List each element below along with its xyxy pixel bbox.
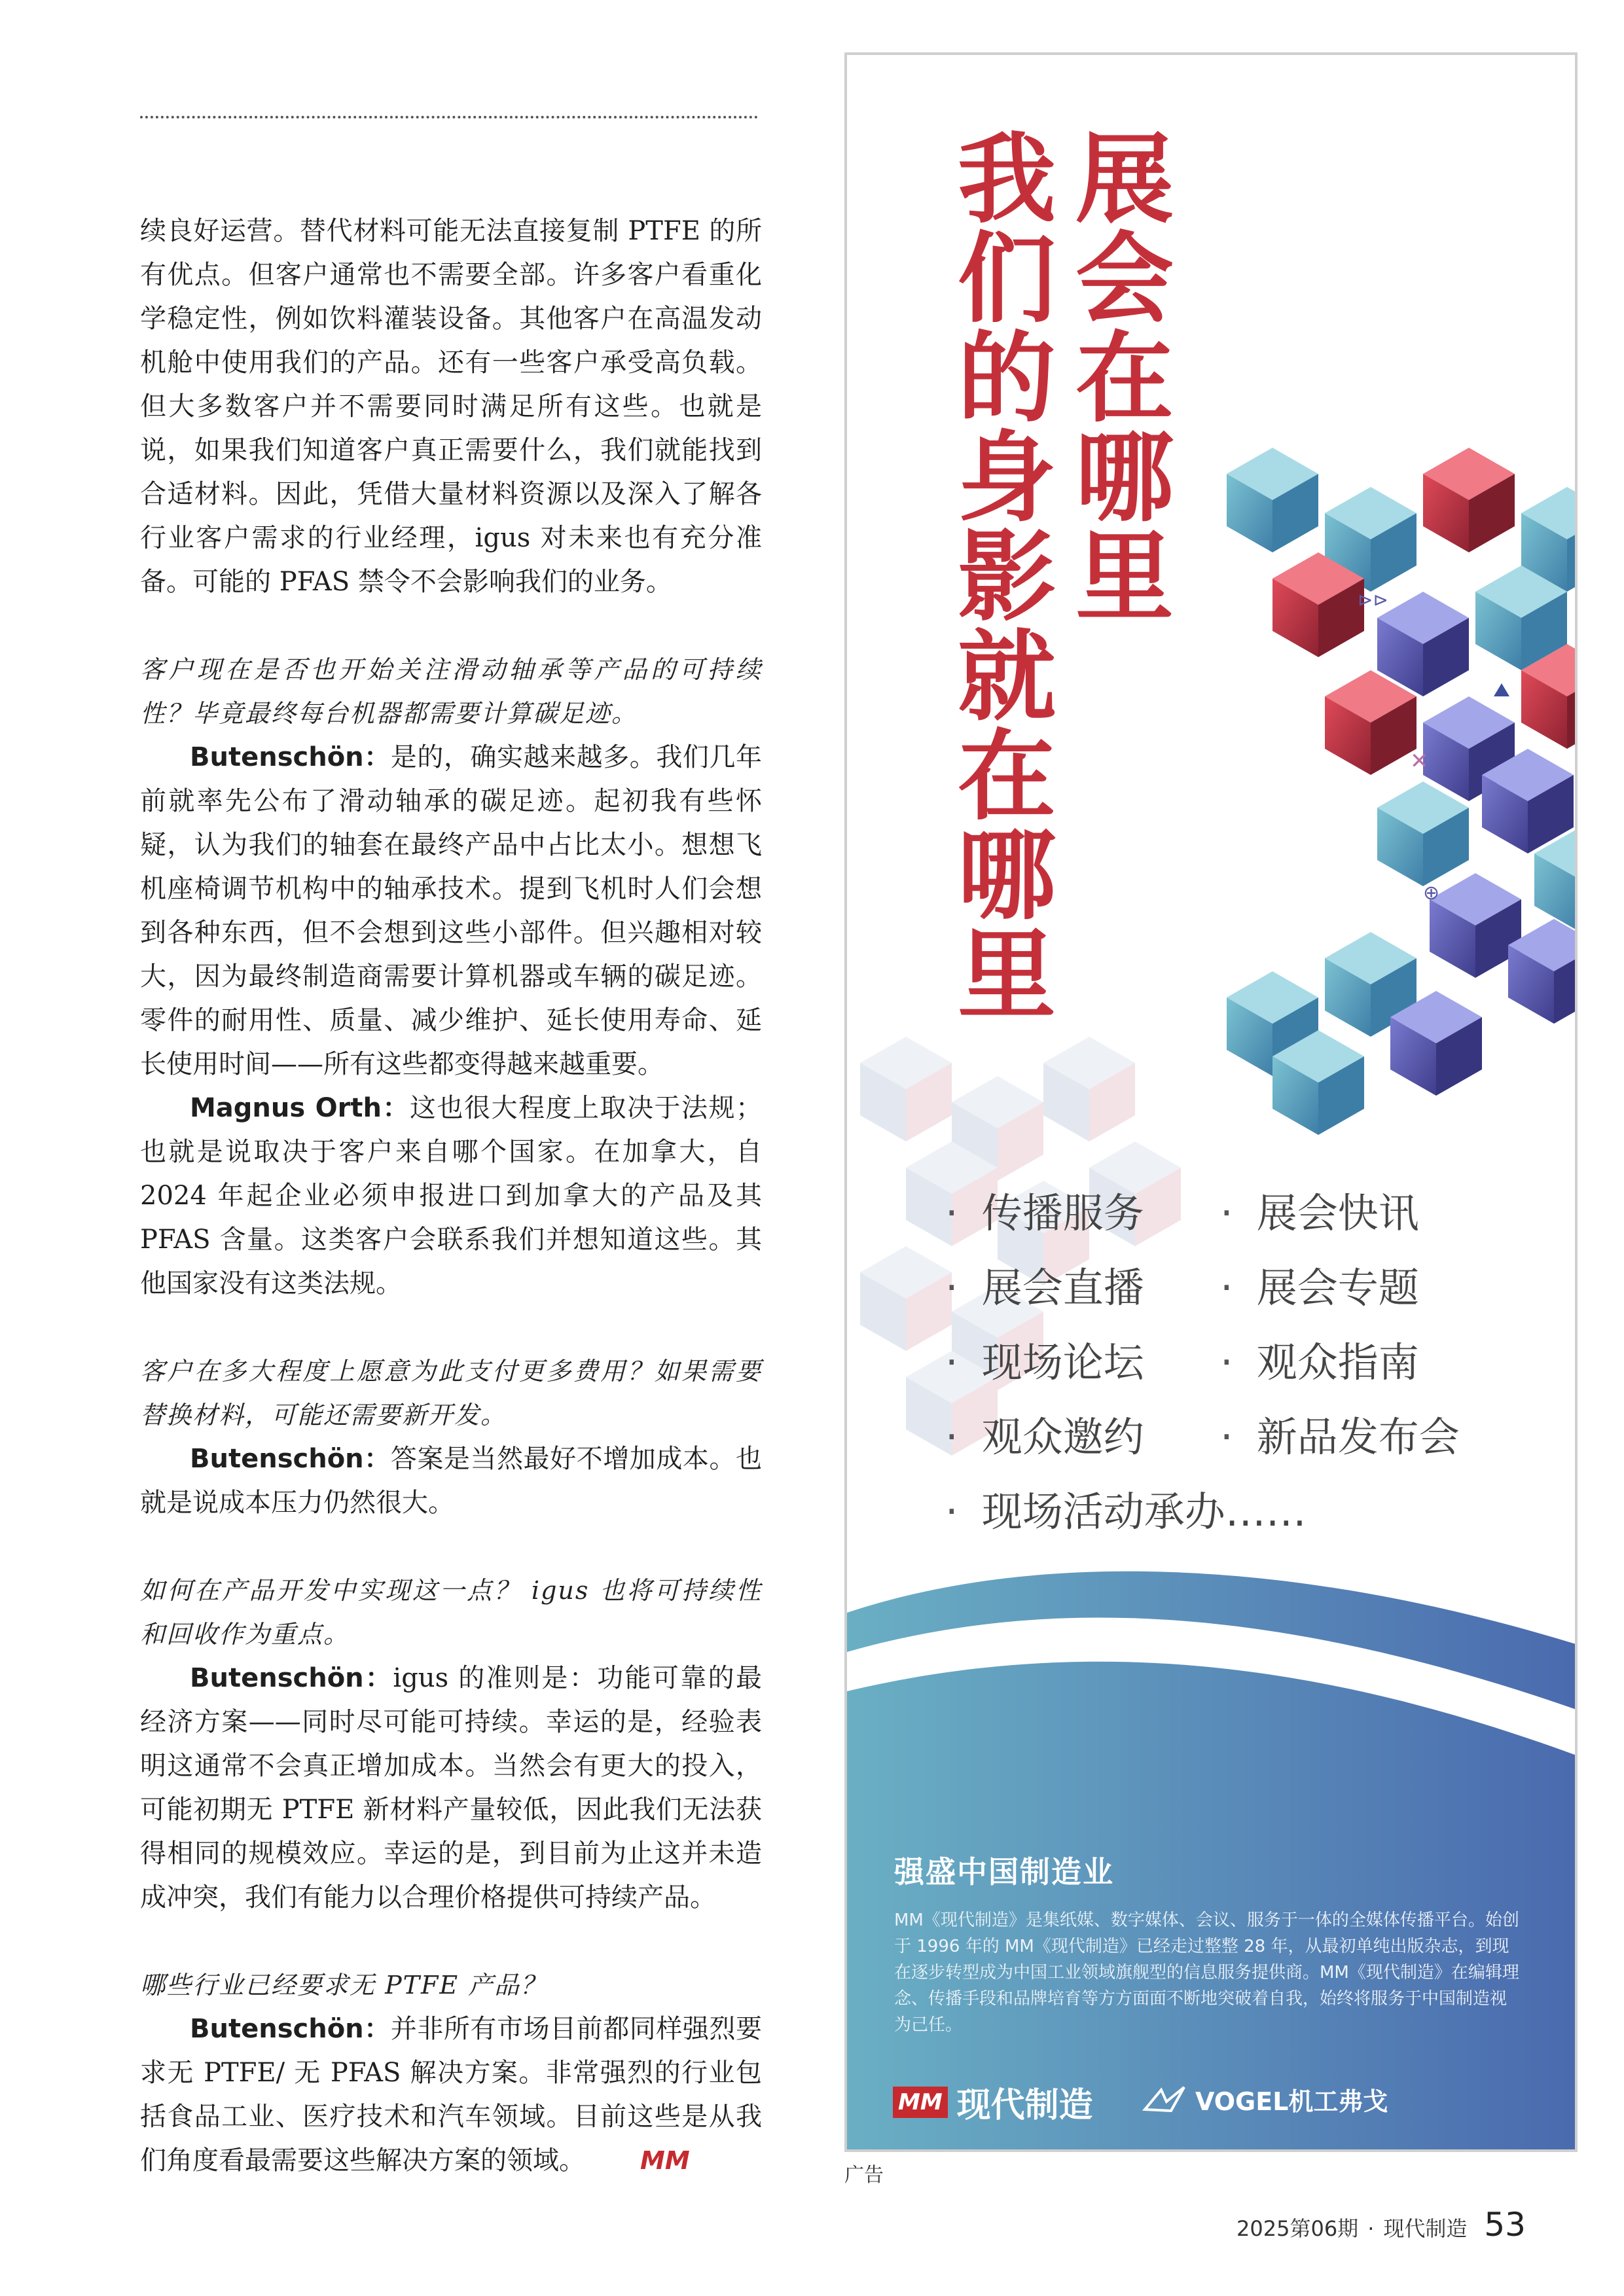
interview-answer	[140, 1437, 762, 1525]
svg-text:⊳⊳: ⊳⊳	[1358, 589, 1388, 611]
mm-badge: MM	[893, 2087, 948, 2118]
answer-text: 是的，确实越来越多。我们几年前就率先公布了滑动轴承的碳足迹。起初我有些怀疑，认为我们的轴套在最终产品中占比太小。想想飞机座椅调节机构中的轴承技术。提到飞机时人们会想到各种东西，但不会想到这些小部件。但兴趣相对较大，因为最终制造商需要计算机器或车辆的碳足迹。零件的耐用性、质量、减少维护、延长使用寿命、延长使用时间——所有这些都变得越来越重要。	[140, 742, 762, 1079]
speaker-name: Butenschön：	[190, 1444, 391, 1474]
ad-caption: 广告	[844, 2164, 884, 2187]
interview-answer	[140, 1086, 762, 1306]
header-dotted-rule	[140, 116, 758, 118]
answer-text: igus 的准则是：功能可靠的最经济方案——同时尽可能可持续。幸运的是，经验表明这通常不会真正增加成本。当然会有更大的投入，可能初期无 PTFE 新材料产量较低，因此我们无法获得相同的规模效应。幸运的是，到目前为止这并未造成冲突，我们有能力以合理价格提供可持续产品。	[140, 1663, 762, 1912]
ad-description: MM《现代制造》是集纸媒、数字媒体、会议、服务于一体的全媒体传播平台。始创于 1996 年的 MM《现代制造》已经走过整整 28 年，从最初单纯出版杂志，到现在逐步转型成为中国工业领域旗舰型的信息服务提供商。MM《现代制造》在编辑理念、传播手段和品牌培育等方方面面不断地突破着自我，始终将服务于中国制造视为己任。	[894, 1910, 1519, 2035]
page-number: 53	[1484, 2206, 1526, 2244]
interview-answer	[140, 1657, 762, 1920]
svg-text:✕: ✕	[1410, 748, 1429, 774]
article-paragraph: 续良好运营。替代材料可能无法直接复制 PTFE 的所有优点。但客户通常也不需要全部。许多客户看重化学稳定性，例如饮料灌装设备。其他客户在高温发动机舱中使用我们的产品。还有一些客户承受高负载。但大多数客户并不需要同时满足所有这些。也就是说，如果我们知道客户真正需要什么，我们就能找到合适材料。因此，凭借大量材料资源以及深入了解各行业客户需求的行业经理，igus 对未来也有充分准备。可能的 PFAS 禁令不会影响我们的业务。	[140, 216, 762, 597]
mm-brand-logo	[893, 2077, 1093, 2126]
service-item: · 展会专题	[1220, 1264, 1419, 1312]
service-item: · 新品发布会	[1220, 1413, 1460, 1461]
article-column	[140, 209, 762, 2183]
speaker-name: Butenschön：	[190, 2014, 391, 2044]
mm-brand-name: 现代制造	[956, 2085, 1093, 2125]
mm-end-mark: MM	[640, 2146, 690, 2175]
service-item: · 观众邀约	[945, 1413, 1144, 1461]
interview-question: 客户在多大程度上愿意为此支付更多费用？如果需要替换材料，可能还需要新开发。	[140, 1357, 762, 1429]
page-footer	[1236, 2206, 1526, 2244]
vogel-brand-name: VOGEL机工弗戈	[1195, 2087, 1388, 2116]
issue-label: 2025第06期	[1236, 2216, 1359, 2241]
service-item: · 传播服务	[945, 1189, 1144, 1237]
answer-text: 这也很大程度上取决于法规；也就是说取决于客户来自哪个国家。在加拿大，自 2024 年起企业必须申报进口到加拿大的产品及其 PFAS 含量。这类客户会联系我们并想知道这些。其他国家没有这类法规。	[140, 1093, 763, 1299]
ad-title-line-1: 我们的身影就在哪里	[941, 127, 1055, 1022]
speaker-name: Butenschön：	[190, 1663, 393, 1693]
speaker-name: Magnus Orth：	[190, 1093, 410, 1123]
interview-answer	[140, 736, 762, 1086]
interview-question: 哪些行业已经要求无 PTFE 产品？	[140, 1971, 547, 2000]
interview-question: 客户现在是否也开始关注滑动轴承等产品的可持续性？毕竟最终每台机器都需要计算碳足迹。	[140, 655, 762, 728]
service-item: · 观众指南	[1220, 1338, 1419, 1386]
service-item: · 现场论坛	[945, 1338, 1144, 1386]
interview-question: 如何在产品开发中实现这一点？ igus 也将可持续性和回收作为重点。	[140, 1576, 762, 1649]
footer-separator: ·	[1367, 2216, 1375, 2241]
service-item: · 展会快讯	[1220, 1189, 1419, 1237]
ad-title-line-2: 展会在哪里	[1058, 127, 1172, 624]
service-item: · 展会直播	[945, 1264, 1144, 1312]
answer-text: 并非所有市场目前都同样强烈要求无 PTFE/ 无 PFAS 解决方案。非常强烈的行业包括食品工业、医疗技术和汽车领域。目前这些是从我们角度看最需要这些解决方案的领域。	[140, 2014, 762, 2176]
svg-text:⊕: ⊕	[1423, 882, 1440, 905]
ad-heading: 强盛中国制造业	[894, 1854, 1114, 1890]
answer-text: 答案是当然最好不增加成本。也就是说成本压力仍然很大。	[140, 1444, 762, 1518]
vogel-bird-icon	[1142, 2083, 1187, 2116]
magazine-name: 现代制造	[1383, 2216, 1468, 2241]
speaker-name: Butenschön：	[190, 742, 391, 772]
interview-answer	[140, 2007, 762, 2183]
service-item: · 现场活动承办……	[945, 1488, 1307, 1535]
vogel-brand-logo	[1142, 2081, 1388, 2117]
svg-text:〰: 〰	[1495, 533, 1515, 556]
advertisement-panel	[844, 52, 1578, 2152]
